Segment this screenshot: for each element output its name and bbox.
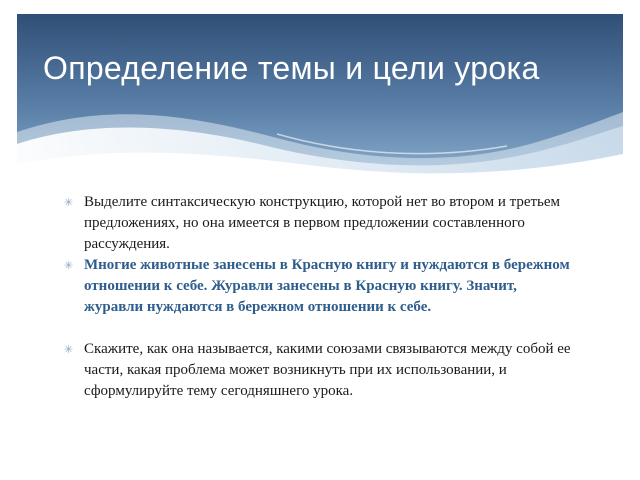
slide-title: Определение темы и цели урока <box>43 50 540 86</box>
bullet-item-task <box>64 339 576 402</box>
bullet-list <box>64 192 576 402</box>
wave-background <box>17 14 623 184</box>
bullet-text: Скажите, как она называется, какими союзами связываются между собой ее части, какая проблема может возникнуть при их использовании, и сформулируйте тему сегодняшнего урока. <box>84 341 571 399</box>
asterisk-bullet-icon: ✳ <box>64 343 74 356</box>
asterisk-bullet-icon: ✳ <box>64 259 74 272</box>
title-banner <box>17 14 623 184</box>
bullet-item-instruction <box>64 192 576 255</box>
bullet-item-example <box>64 255 576 318</box>
bullet-text: Многие животные занесены в Красную книгу и нуждаются в бережном отношении к себе. Журавли занесены в Красную книгу. Значит, журавли нуждаются в бережном отношении к себе. <box>84 257 570 315</box>
bullet-text: Выделите синтаксическую конструкцию, которой нет во втором и третьем предложениях, но она имеется в первом предложении составленного рассуждения. <box>84 194 561 252</box>
asterisk-bullet-icon: ✳ <box>64 196 74 209</box>
